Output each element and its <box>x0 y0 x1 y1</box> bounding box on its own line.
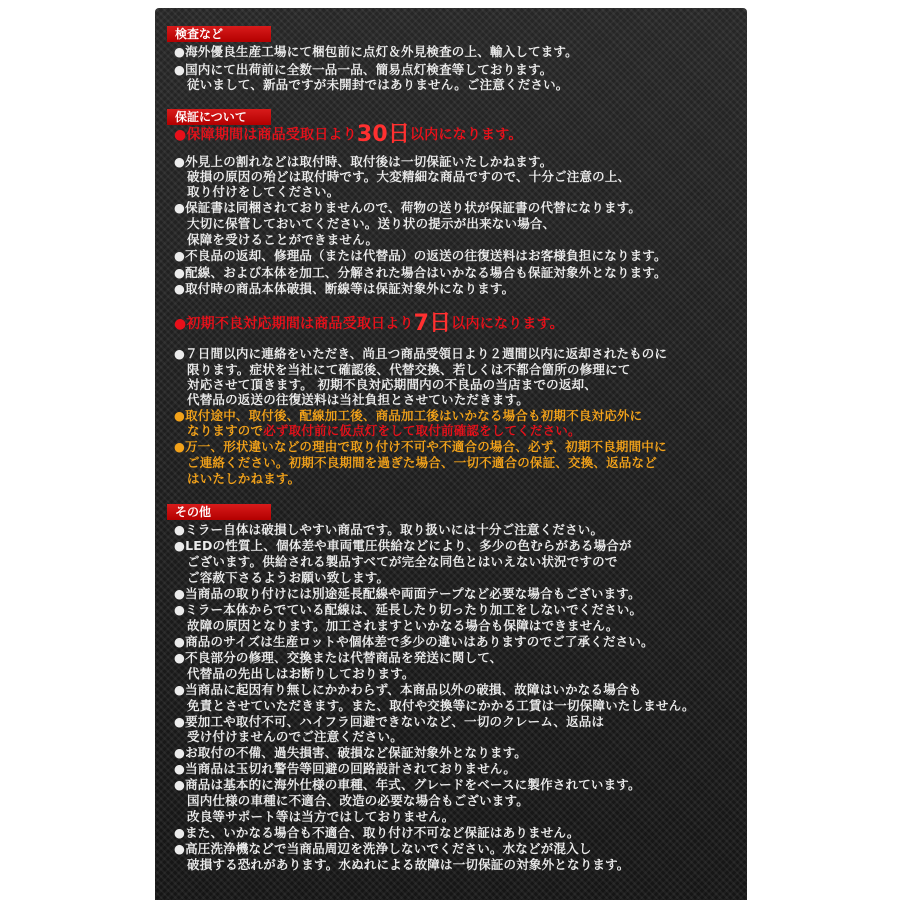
initial-line: ●７日間以内に連絡をいただき、尚且つ商品受領日より２週間以内に返却されたものに <box>174 346 668 361</box>
headline-text: 以内になります。 <box>410 127 523 143</box>
other-line: 破損する恐れがあります。水ぬれによる故障は一切保証の対象外となります。 <box>187 857 630 872</box>
other-line: ●LEDの性質上、個体差や車両電圧供給などにより、多少の色むらがある場合が <box>174 538 632 553</box>
initial-line: 対応させて頂きます。 初期不良対応期間内の不良品の当店までの返却、 <box>187 377 597 392</box>
other-line: 免責とさせていただきます。また、取付や交換等にかかる工賃は一切保障いたしません。 <box>187 698 695 713</box>
warranty-line: 保障を受けることができません。 <box>187 232 379 247</box>
other-line: 代替品の先出しはお断りしております。 <box>187 666 415 681</box>
other-line: ●お取付の不備、過失損害、破損など保証対象外となります。 <box>174 745 528 760</box>
warranty-line: 大切に保管しておいてください。送り状の提示が出来ない場合、 <box>187 216 556 231</box>
warranty-line: ●保証書は同梱されておりませんので、荷物の送り状が保証書の代替になります。 <box>174 200 642 215</box>
warranty-line: ●取付時の商品本体破損、断線等は保証対象外になります。 <box>174 281 515 296</box>
other-line: ●不良部分の修理、交換または代替商品を発送に関して、 <box>174 650 503 665</box>
other-line: ●商品は基本的に海外仕様の車種、年式、グレードをベースに製作されています。 <box>174 777 641 792</box>
warranty-line: 取り付けをしてください。 <box>187 184 340 199</box>
other-line: ●当商品に起因有り無しにかかわらず、本商品以外の破損、故障はいかなる場合も <box>174 682 642 697</box>
inspection-line: ●国内にて出荷前に全数一品一品、簡易点灯検査等しております。 <box>174 62 553 77</box>
section-tag-inspection: 検査など <box>167 26 271 42</box>
other-line: 受け付けませんのでご注意ください。 <box>187 729 403 744</box>
other-line: ●ミラー本体からでている配線は、延長したり切ったり加工をしないでください。 <box>174 602 643 617</box>
headline-text: ●保障期間は商品受取日より <box>174 127 357 143</box>
other-line: ●高圧洗浄機などで当商品周辺を洗浄しないでください。水などが混入し <box>174 841 592 856</box>
warranty-line: ●外見上の割れなどは取付時、取付後は一切保証いたしかねます。 <box>174 154 553 169</box>
headline-text: ●初期不良対応期間は商品受取日より <box>174 316 414 332</box>
section-tag-other: その他 <box>167 504 271 520</box>
section-tag-warranty: 保証について <box>167 109 271 125</box>
inspection-line: ●海外優良生産工場にて梱包前に点灯＆外見検査の上、輸入してます。 <box>174 44 578 59</box>
other-line: 国内仕様の車種に不適合、改造の必要な場合もございます。 <box>187 793 529 808</box>
warning-text: なりますので <box>187 423 264 438</box>
other-line: ●当商品の取り付けには別途延長配線や両面テープなど必要な場合もございます。 <box>174 586 641 601</box>
other-line: ●商品のサイズは生産ロットや個体差で多少の違いはありますのでご了承ください。 <box>174 634 654 649</box>
initial-warning-line: ●万一、形状違いなどの理由で取り付け不可や不適合の場合、必ず、初期不良期間中に <box>174 439 667 454</box>
other-line: ございます。供給される製品すべてが完全な同色とはいえない状況ですので <box>187 554 618 569</box>
inspection-line: 従いまして、新品ですが未開封ではありません。ご注意ください。 <box>187 77 569 92</box>
warning-highlight: 必ず取付前に仮点灯をして取付前確認をしてください。 <box>263 423 581 438</box>
warranty-line: ●不良品の返却、修理品（または代替品）の返送の往復送料はお客様負担になります。 <box>174 248 667 263</box>
initial-defect-headline <box>174 311 564 336</box>
other-line: ●当商品は玉切れ警告等回避の回路設計されておりません。 <box>174 761 517 776</box>
initial-warning-line: ●取付途中、取付後、配線加工後、商品加工後はいかなる場合も初期不良対応外に <box>174 408 643 423</box>
initial-warning-line: ご連絡ください。初期不良期間を過ぎた場合、一切不適合の保証、交換、返品など <box>187 455 657 470</box>
other-line: ご容赦下さるようお願い致します。 <box>187 570 390 585</box>
initial-line: 代替品の返送の往復送料は当社負担とさせていただきます。 <box>187 392 529 407</box>
other-line: ●また、いかなる場合も不適合、取り付け不可など保証はありません。 <box>174 825 580 840</box>
headline-number: 30日 <box>356 122 411 147</box>
initial-warning-line <box>187 423 581 438</box>
initial-line: 限ります。症状を当社にて確認後、代替交換、若しくは不都合箇所の修理にて <box>187 362 631 377</box>
warranty-line: ●配線、および本体を加工、分解された場合はいかなる場合も保証対象外となります。 <box>174 265 667 280</box>
other-line: 故障の原因となります。加工されますといかなる場合も保障はできません。 <box>187 618 619 633</box>
headline-number: 7日 <box>413 311 452 336</box>
warranty-period-headline <box>174 122 523 147</box>
warranty-line: 破損の原因の殆どは取付時です。大変精細な商品ですので、十分ご注意の上、 <box>187 169 631 184</box>
other-line: ●要加工や取付不可、ハイフラ回避できないなど、一切のクレーム、返品は <box>174 714 605 729</box>
other-line: ●ミラー自体は破損しやすい商品です。取り扱いには十分ご注意ください。 <box>174 522 604 537</box>
other-line: 改良等サポート等は当方ではしておりません。 <box>187 809 455 824</box>
initial-warning-line: はいたしかねます。 <box>187 471 301 486</box>
headline-text: 以内になります。 <box>451 316 564 332</box>
